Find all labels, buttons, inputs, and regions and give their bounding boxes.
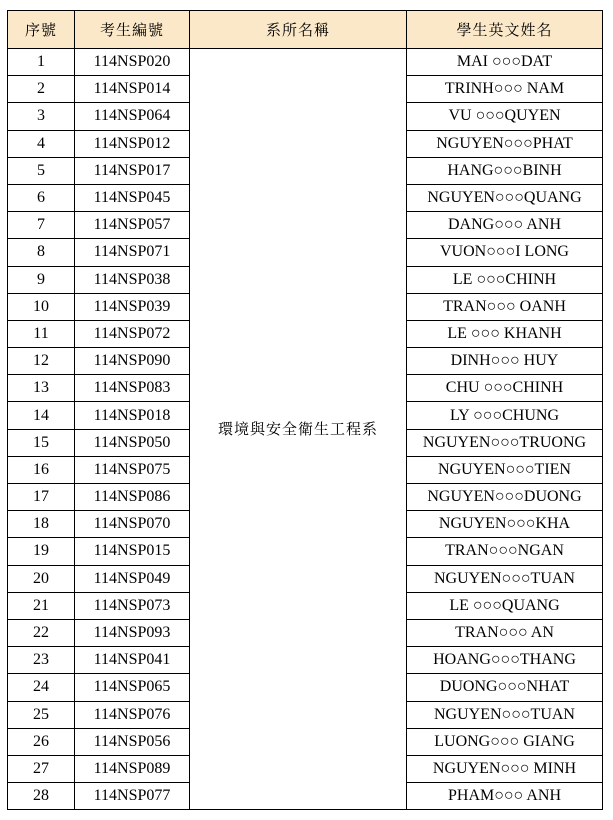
cell-english-name: NGUYEN○○○TIEN bbox=[407, 456, 603, 483]
cell-seq: 24 bbox=[8, 674, 75, 701]
cell-student-id: 114NSP050 bbox=[75, 429, 190, 456]
cell-seq: 5 bbox=[8, 157, 75, 184]
cell-seq: 10 bbox=[8, 293, 75, 320]
cell-student-id: 114NSP038 bbox=[75, 266, 190, 293]
cell-english-name: LE ○○○CHINH bbox=[407, 266, 603, 293]
cell-student-id: 114NSP090 bbox=[75, 348, 190, 375]
header-row bbox=[8, 11, 603, 49]
cell-english-name: NGUYEN○○○TUAN bbox=[407, 565, 603, 592]
cell-student-id: 114NSP057 bbox=[75, 212, 190, 239]
cell-department: 環境與安全衛生工程系 bbox=[190, 49, 407, 810]
cell-student-id: 114NSP075 bbox=[75, 456, 190, 483]
cell-english-name: LY ○○○CHUNG bbox=[407, 402, 603, 429]
cell-seq: 1 bbox=[8, 49, 75, 76]
cell-seq: 13 bbox=[8, 375, 75, 402]
cell-seq: 15 bbox=[8, 429, 75, 456]
student-roster-table bbox=[7, 10, 603, 810]
cell-student-id: 114NSP018 bbox=[75, 402, 190, 429]
cell-seq: 27 bbox=[8, 755, 75, 782]
cell-english-name: HOANG○○○THANG bbox=[407, 647, 603, 674]
cell-english-name: NGUYEN○○○TRUONG bbox=[407, 429, 603, 456]
cell-english-name: LUONG○○○ GIANG bbox=[407, 728, 603, 755]
cell-english-name: CHU ○○○CHINH bbox=[407, 375, 603, 402]
cell-english-name: TRAN○○○ OANH bbox=[407, 293, 603, 320]
cell-student-id: 114NSP056 bbox=[75, 728, 190, 755]
cell-student-id: 114NSP045 bbox=[75, 184, 190, 211]
cell-seq: 18 bbox=[8, 511, 75, 538]
cell-seq: 7 bbox=[8, 212, 75, 239]
cell-seq: 20 bbox=[8, 565, 75, 592]
cell-seq: 22 bbox=[8, 619, 75, 646]
cell-seq: 19 bbox=[8, 538, 75, 565]
cell-english-name: LE ○○○QUANG bbox=[407, 592, 603, 619]
cell-seq: 4 bbox=[8, 130, 75, 157]
cell-student-id: 114NSP071 bbox=[75, 239, 190, 266]
cell-english-name: PHAM○○○ ANH bbox=[407, 783, 603, 810]
cell-english-name: NGUYEN○○○PHAT bbox=[407, 130, 603, 157]
cell-english-name: NGUYEN○○○QUANG bbox=[407, 184, 603, 211]
cell-seq: 25 bbox=[8, 701, 75, 728]
cell-seq: 2 bbox=[8, 76, 75, 103]
cell-english-name: TRAN○○○ AN bbox=[407, 619, 603, 646]
cell-student-id: 114NSP015 bbox=[75, 538, 190, 565]
cell-student-id: 114NSP093 bbox=[75, 619, 190, 646]
cell-student-id: 114NSP039 bbox=[75, 293, 190, 320]
cell-student-id: 114NSP065 bbox=[75, 674, 190, 701]
cell-student-id: 114NSP076 bbox=[75, 701, 190, 728]
cell-student-id: 114NSP086 bbox=[75, 484, 190, 511]
table-header bbox=[8, 11, 603, 49]
cell-english-name: LE ○○○ KHANH bbox=[407, 320, 603, 347]
cell-seq: 23 bbox=[8, 647, 75, 674]
cell-english-name: TRINH○○○ NAM bbox=[407, 76, 603, 103]
cell-english-name: NGUYEN○○○TUAN bbox=[407, 701, 603, 728]
header-student-id: 考生編號 bbox=[75, 11, 190, 49]
cell-seq: 21 bbox=[8, 592, 75, 619]
cell-english-name: NGUYEN○○○ MINH bbox=[407, 755, 603, 782]
cell-english-name: MAI ○○○DAT bbox=[407, 49, 603, 76]
cell-student-id: 114NSP064 bbox=[75, 103, 190, 130]
cell-student-id: 114NSP014 bbox=[75, 76, 190, 103]
header-english-name: 學生英文姓名 bbox=[407, 11, 603, 49]
cell-seq: 9 bbox=[8, 266, 75, 293]
cell-seq: 14 bbox=[8, 402, 75, 429]
cell-english-name: NGUYEN○○○DUONG bbox=[407, 484, 603, 511]
cell-english-name: TRAN○○○NGAN bbox=[407, 538, 603, 565]
cell-student-id: 114NSP017 bbox=[75, 157, 190, 184]
cell-seq: 12 bbox=[8, 348, 75, 375]
cell-english-name: DINH○○○ HUY bbox=[407, 348, 603, 375]
cell-english-name: NGUYEN○○○KHA bbox=[407, 511, 603, 538]
cell-seq: 16 bbox=[8, 456, 75, 483]
cell-student-id: 114NSP020 bbox=[75, 49, 190, 76]
cell-student-id: 114NSP012 bbox=[75, 130, 190, 157]
cell-student-id: 114NSP049 bbox=[75, 565, 190, 592]
cell-student-id: 114NSP072 bbox=[75, 320, 190, 347]
cell-seq: 11 bbox=[8, 320, 75, 347]
cell-english-name: VU ○○○QUYEN bbox=[407, 103, 603, 130]
cell-english-name: VUON○○○I LONG bbox=[407, 239, 603, 266]
cell-english-name: HANG○○○BINH bbox=[407, 157, 603, 184]
cell-english-name: DANG○○○ ANH bbox=[407, 212, 603, 239]
cell-student-id: 114NSP083 bbox=[75, 375, 190, 402]
cell-seq: 26 bbox=[8, 728, 75, 755]
cell-student-id: 114NSP077 bbox=[75, 783, 190, 810]
cell-seq: 6 bbox=[8, 184, 75, 211]
header-department: 系所名稱 bbox=[190, 11, 407, 49]
table-body bbox=[8, 49, 603, 810]
header-seq: 序號 bbox=[8, 11, 75, 49]
cell-student-id: 114NSP073 bbox=[75, 592, 190, 619]
table-row bbox=[8, 49, 603, 76]
cell-student-id: 114NSP089 bbox=[75, 755, 190, 782]
cell-seq: 17 bbox=[8, 484, 75, 511]
cell-english-name: DUONG○○○NHAT bbox=[407, 674, 603, 701]
cell-seq: 8 bbox=[8, 239, 75, 266]
cell-student-id: 114NSP070 bbox=[75, 511, 190, 538]
cell-seq: 3 bbox=[8, 103, 75, 130]
cell-student-id: 114NSP041 bbox=[75, 647, 190, 674]
cell-seq: 28 bbox=[8, 783, 75, 810]
